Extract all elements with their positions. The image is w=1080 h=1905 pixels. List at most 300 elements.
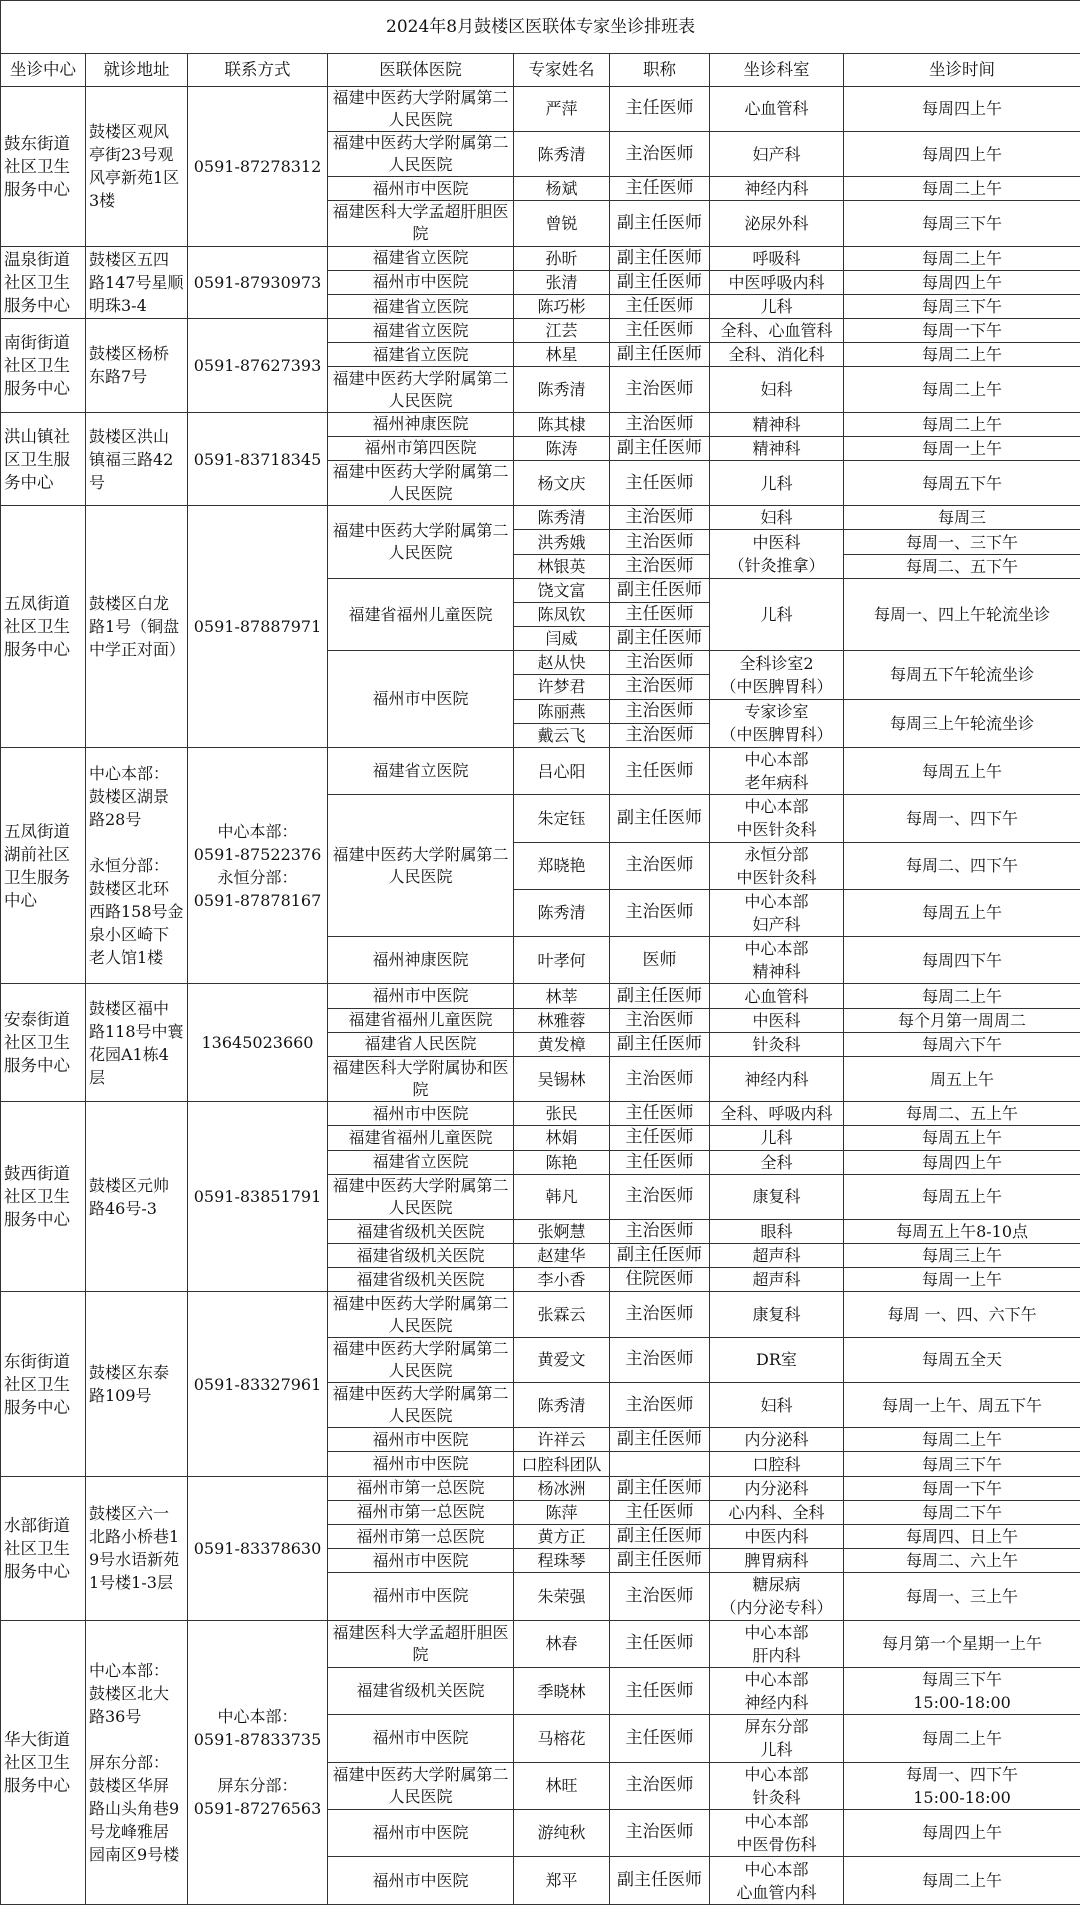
- hospital-cell: 福建医科大学孟超肝胆医院: [328, 201, 514, 246]
- expert-name-cell: 孙昕: [514, 246, 610, 270]
- department-cell: 糖尿病 （内分泌专科）: [710, 1573, 844, 1620]
- phone-cell: 中心本部： 0591-87833735 屏东分部： 0591-87276563: [188, 1620, 328, 1904]
- clinic-time-cell: 每周五上午: [844, 889, 1080, 936]
- department-cell: 儿科: [710, 461, 844, 506]
- department-cell: 内分泌科: [710, 1428, 844, 1452]
- department-cell: 心内科、全科: [710, 1500, 844, 1524]
- job-title-cell: 主治医师: [610, 1762, 710, 1809]
- header-department: 坐诊科室: [710, 54, 844, 86]
- clinic-time-cell: 每周一下午: [844, 319, 1080, 343]
- hospital-cell: 福州市中医院: [328, 1857, 514, 1905]
- job-title-cell: 主治医师: [610, 1008, 710, 1032]
- hospital-cell: 福建省立医院: [328, 343, 514, 367]
- address-cell: 鼓楼区东泰路109号: [86, 1292, 188, 1476]
- clinic-time-cell: 每周一、四下午: [844, 795, 1080, 842]
- clinic-time-cell: 每月第一个星期一上午: [844, 1620, 1080, 1667]
- job-title-cell: 副主任医师: [610, 984, 710, 1008]
- address-cell: 中心本部：鼓楼区北大路36号 屏东分部：鼓楼区华屏路山头角巷9号龙峰雅居园南区9号楼: [86, 1620, 188, 1904]
- hospital-cell: 福州市第一总医院: [328, 1476, 514, 1500]
- hospital-cell: 福建中医药大学附属第二人民医院: [328, 131, 514, 176]
- department-cell: 全科、呼吸内科: [710, 1102, 844, 1126]
- expert-name-cell: 林莘: [514, 984, 610, 1008]
- department-cell: 专家诊室 （中医脾胃科）: [710, 699, 844, 747]
- expert-name-cell: 陈涛: [514, 436, 610, 460]
- expert-name-cell: 严萍: [514, 86, 610, 131]
- clinic-time-cell: 每周三: [844, 506, 1080, 530]
- job-title-cell: 副主任医师: [610, 1244, 710, 1268]
- hospital-cell: 福建中医药大学附属第二人民医院: [328, 1174, 514, 1219]
- clinic-time-cell: 每周五上午: [844, 747, 1080, 794]
- center-name-cell: 华大街道 社区卫生 服务中心: [1, 1620, 86, 1904]
- table-row: [1, 506, 1080, 530]
- job-title-cell: 主治医师: [610, 412, 710, 436]
- clinic-time-cell: 每周三上午: [844, 1244, 1080, 1268]
- clinic-time-cell: 每周二上午: [844, 177, 1080, 201]
- job-title-cell: 主治医师: [610, 1337, 710, 1382]
- hospital-cell: 福州市中医院: [328, 1715, 514, 1762]
- job-title-cell: 主治医师: [610, 1383, 710, 1428]
- hospital-cell: 福州市中医院: [328, 1428, 514, 1452]
- department-cell: 全科诊室2 （中医脾胃科）: [710, 651, 844, 699]
- expert-name-cell: 闫威: [514, 627, 610, 651]
- job-title-cell: 主任医师: [610, 1620, 710, 1667]
- department-cell: 妇产科: [710, 131, 844, 176]
- table-row: [1, 1620, 1080, 1667]
- hospital-cell: 福州市中医院: [328, 1452, 514, 1476]
- clinic-time-cell: 每周五上午8-10点: [844, 1219, 1080, 1243]
- clinic-time-cell: 每周一、四上午轮流坐诊: [844, 578, 1080, 650]
- expert-name-cell: 江芸: [514, 319, 610, 343]
- expert-name-cell: 张霖云: [514, 1292, 610, 1337]
- hospital-cell: 福州市中医院: [328, 270, 514, 294]
- expert-name-cell: 洪秀娥: [514, 530, 610, 554]
- expert-name-cell: 黄爱文: [514, 1337, 610, 1382]
- phone-cell: 中心本部： 0591-87522376 永恒分部： 0591-87878167: [188, 747, 328, 984]
- department-cell: 呼吸科: [710, 246, 844, 270]
- job-title-cell: 主任医师: [610, 747, 710, 794]
- expert-name-cell: 马榕花: [514, 1715, 610, 1762]
- job-title-cell: 主治医师: [610, 1056, 710, 1101]
- address-cell: 鼓楼区福中路118号中寰花园A1栋4层: [86, 984, 188, 1102]
- department-cell: 儿科: [710, 1126, 844, 1150]
- department-cell: 康复科: [710, 1174, 844, 1219]
- clinic-time-cell: 每周一上午、周五下午: [844, 1383, 1080, 1428]
- expert-name-cell: 程珠琴: [514, 1549, 610, 1573]
- expert-name-cell: 叶孝何: [514, 937, 610, 984]
- hospital-cell: 福州市中医院: [328, 651, 514, 748]
- department-cell: 中心本部 精神科: [710, 937, 844, 984]
- hospital-cell: 福州市中医院: [328, 1573, 514, 1620]
- expert-name-cell: 杨冰洲: [514, 1476, 610, 1500]
- hospital-cell: 福州市中医院: [328, 984, 514, 1008]
- header-row: [1, 54, 1080, 86]
- job-title-cell: 主治医师: [610, 131, 710, 176]
- expert-name-cell: 陈秀清: [514, 131, 610, 176]
- job-title-cell: 副主任医师: [610, 270, 710, 294]
- department-cell: 妇科: [710, 367, 844, 412]
- hospital-cell: 福建中医药大学附属第二人民医院: [328, 1337, 514, 1382]
- department-cell: 精神科: [710, 412, 844, 436]
- hospital-cell: 福州神康医院: [328, 412, 514, 436]
- phone-cell: 0591-83327961: [188, 1292, 328, 1476]
- department-cell: 全科、心血管科: [710, 319, 844, 343]
- expert-name-cell: 杨斌: [514, 177, 610, 201]
- job-title-cell: 主任医师: [610, 1500, 710, 1524]
- clinic-time-cell: 每周四下午: [844, 937, 1080, 984]
- clinic-time-cell: 每周二、六上午: [844, 1549, 1080, 1573]
- center-name-cell: 南街街道 社区卫生 服务中心: [1, 319, 86, 413]
- job-title-cell: 主治医师: [610, 675, 710, 699]
- clinic-time-cell: 每周五上午: [844, 1174, 1080, 1219]
- job-title-cell: 主治医师: [610, 367, 710, 412]
- header-center: 坐诊中心: [1, 54, 86, 86]
- job-title-cell: 主治医师: [610, 889, 710, 936]
- center-name-cell: 安泰街道 社区卫生 服务中心: [1, 984, 86, 1102]
- expert-name-cell: 许祥云: [514, 1428, 610, 1452]
- hospital-cell: 福建中医药大学附属第二人民医院: [328, 1383, 514, 1428]
- center-name-cell: 鼓西街道 社区卫生 服务中心: [1, 1102, 86, 1292]
- hospital-cell: 福建医科大学附属协和医院: [328, 1056, 514, 1101]
- expert-name-cell: 戴云飞: [514, 723, 610, 747]
- hospital-cell: 福建中医药大学附属第二人民医院: [328, 1762, 514, 1809]
- job-title-cell: 主任医师: [610, 86, 710, 131]
- expert-name-cell: 陈艳: [514, 1150, 610, 1174]
- job-title-cell: 副主任医师: [610, 1032, 710, 1056]
- job-title-cell: 医师: [610, 937, 710, 984]
- expert-name-cell: 李小香: [514, 1268, 610, 1292]
- center-name-cell: 温泉街道 社区卫生 服务中心: [1, 246, 86, 318]
- job-title-cell: 主治医师: [610, 723, 710, 747]
- table-title: 2024年8月鼓楼区医联体专家坐诊排班表: [1, 1, 1080, 54]
- department-cell: 脾胃病科: [710, 1549, 844, 1573]
- job-title-cell: 主任医师: [610, 461, 710, 506]
- center-name-cell: 五凤街道 社区卫生 服务中心: [1, 506, 86, 748]
- clinic-time-cell: 每周三下午: [844, 1452, 1080, 1476]
- job-title-cell: 主治医师: [610, 699, 710, 723]
- phone-cell: 13645023660: [188, 984, 328, 1102]
- department-cell: 中心本部 妇产科: [710, 889, 844, 936]
- address-cell: 鼓楼区洪山镇福三路42号: [86, 412, 188, 506]
- phone-cell: 0591-87278312: [188, 86, 328, 246]
- hospital-cell: 福建省福州儿童医院: [328, 1008, 514, 1032]
- address-cell: 鼓楼区元帅路46号-3: [86, 1102, 188, 1292]
- job-title-cell: 主治医师: [610, 1292, 710, 1337]
- department-cell: 妇科: [710, 506, 844, 530]
- department-cell: 神经内科: [710, 1056, 844, 1101]
- job-title-cell: [610, 1452, 710, 1476]
- phone-cell: 0591-87887971: [188, 506, 328, 748]
- job-title-cell: 副主任医师: [610, 578, 710, 602]
- clinic-time-cell: 每周四上午: [844, 1809, 1080, 1856]
- department-cell: 针灸科: [710, 1032, 844, 1056]
- job-title-cell: 副主任医师: [610, 1549, 710, 1573]
- clinic-time-cell: 每周三下午 15:00-18:00: [844, 1667, 1080, 1714]
- clinic-time-cell: 每周四上午: [844, 131, 1080, 176]
- clinic-time-cell: 每周三下午: [844, 294, 1080, 318]
- department-cell: 屏东分部 儿科: [710, 1715, 844, 1762]
- expert-name-cell: 黄发樟: [514, 1032, 610, 1056]
- hospital-cell: 福建省级机关医院: [328, 1219, 514, 1243]
- job-title-cell: 主任医师: [610, 319, 710, 343]
- hospital-cell: 福建中医药大学附属第二人民医院: [328, 795, 514, 937]
- job-title-cell: 副主任医师: [610, 795, 710, 842]
- hospital-cell: 福建省福州儿童医院: [328, 578, 514, 650]
- expert-name-cell: 陈秀清: [514, 367, 610, 412]
- clinic-time-cell: 每周一下午: [844, 1476, 1080, 1500]
- table-row: [1, 984, 1080, 1008]
- address-cell: 鼓楼区五四路147号星顺明珠3-4: [86, 246, 188, 318]
- table-row: [1, 1292, 1080, 1337]
- hospital-cell: 福州市中医院: [328, 1549, 514, 1573]
- clinic-time-cell: 每周六下午: [844, 1032, 1080, 1056]
- hospital-cell: 福建省立医院: [328, 1150, 514, 1174]
- expert-name-cell: 朱定钰: [514, 795, 610, 842]
- clinic-time-cell: 每周二上午: [844, 246, 1080, 270]
- job-title-cell: 副主任医师: [610, 246, 710, 270]
- department-cell: 康复科: [710, 1292, 844, 1337]
- title-row: [1, 1, 1080, 54]
- job-title-cell: 副主任医师: [610, 343, 710, 367]
- expert-name-cell: 口腔科团队: [514, 1452, 610, 1476]
- clinic-time-cell: 每周三下午: [844, 201, 1080, 246]
- table-row: [1, 412, 1080, 436]
- department-cell: 心血管科: [710, 86, 844, 131]
- clinic-time-cell: 每周二、五上午: [844, 1102, 1080, 1126]
- department-cell: 全科、消化科: [710, 343, 844, 367]
- hospital-cell: 福州市第四医院: [328, 436, 514, 460]
- job-title-cell: 主治医师: [610, 1573, 710, 1620]
- clinic-time-cell: 每周四、日上午: [844, 1524, 1080, 1548]
- department-cell: 中心本部 心血管内科: [710, 1857, 844, 1905]
- hospital-cell: 福建省立医院: [328, 246, 514, 270]
- expert-name-cell: 韩凡: [514, 1174, 610, 1219]
- clinic-time-cell: 每周四上午: [844, 1150, 1080, 1174]
- table-row: [1, 319, 1080, 343]
- department-cell: 精神科: [710, 436, 844, 460]
- expert-name-cell: 杨文庆: [514, 461, 610, 506]
- expert-name-cell: 郑平: [514, 1857, 610, 1905]
- phone-cell: 0591-83718345: [188, 412, 328, 506]
- hospital-cell: 福建省福州儿童医院: [328, 1126, 514, 1150]
- clinic-time-cell: 每周二、五下午: [844, 554, 1080, 578]
- hospital-cell: 福州市第一总医院: [328, 1524, 514, 1548]
- expert-name-cell: 陈秀清: [514, 889, 610, 936]
- clinic-time-cell: 每周二上午: [844, 1428, 1080, 1452]
- department-cell: 超声科: [710, 1268, 844, 1292]
- clinic-time-cell: 每周一上午: [844, 1268, 1080, 1292]
- clinic-time-cell: 每周二上午: [844, 343, 1080, 367]
- hospital-cell: 福州市中医院: [328, 1102, 514, 1126]
- expert-name-cell: 许梦君: [514, 675, 610, 699]
- expert-name-cell: 朱荣强: [514, 1573, 610, 1620]
- hospital-cell: 福建中医药大学附属第二人民医院: [328, 367, 514, 412]
- clinic-time-cell: 每周五上午: [844, 1126, 1080, 1150]
- job-title-cell: 主治医师: [610, 1809, 710, 1856]
- table-row: [1, 1476, 1080, 1500]
- expert-name-cell: 林雅蓉: [514, 1008, 610, 1032]
- clinic-time-cell: 每周一上午: [844, 436, 1080, 460]
- department-cell: 中医内科: [710, 1524, 844, 1548]
- clinic-time-cell: 每周四上午: [844, 270, 1080, 294]
- job-title-cell: 副主任医师: [610, 1524, 710, 1548]
- department-cell: 口腔科: [710, 1452, 844, 1476]
- hospital-cell: 福建省级机关医院: [328, 1244, 514, 1268]
- job-title-cell: 副主任医师: [610, 1857, 710, 1905]
- expert-name-cell: 陈萍: [514, 1500, 610, 1524]
- clinic-time-cell: 每周一、四下午 15:00-18:00: [844, 1762, 1080, 1809]
- expert-name-cell: 饶文富: [514, 578, 610, 602]
- department-cell: 永恒分部 中医针灸科: [710, 842, 844, 889]
- phone-cell: 0591-83378630: [188, 1476, 328, 1620]
- department-cell: 泌尿外科: [710, 201, 844, 246]
- department-cell: 全科: [710, 1150, 844, 1174]
- hospital-cell: 福建省人民医院: [328, 1032, 514, 1056]
- center-name-cell: 鼓东街道 社区卫生 服务中心: [1, 86, 86, 246]
- clinic-time-cell: 每个月第一周周二: [844, 1008, 1080, 1032]
- phone-cell: 0591-87627393: [188, 319, 328, 413]
- job-title-cell: 主任医师: [610, 602, 710, 626]
- department-cell: 中医科: [710, 1008, 844, 1032]
- expert-name-cell: 吕心阳: [514, 747, 610, 794]
- expert-name-cell: 林春: [514, 1620, 610, 1667]
- clinic-time-cell: 每周五下午轮流坐诊: [844, 651, 1080, 699]
- job-title-cell: 副主任医师: [610, 201, 710, 246]
- expert-name-cell: 林旺: [514, 1762, 610, 1809]
- hospital-cell: 福建中医药大学附属第二人民医院: [328, 86, 514, 131]
- address-cell: 鼓楼区杨桥东路7号: [86, 319, 188, 413]
- table-row: [1, 1102, 1080, 1126]
- clinic-time-cell: 每周二上午: [844, 367, 1080, 412]
- expert-name-cell: 张婀慧: [514, 1219, 610, 1243]
- clinic-time-cell: 每周二上午: [844, 984, 1080, 1008]
- department-cell: 超声科: [710, 1244, 844, 1268]
- header-expert: 专家姓名: [514, 54, 610, 86]
- header-title: 职称: [610, 54, 710, 86]
- hospital-cell: 福州市中医院: [328, 177, 514, 201]
- job-title-cell: 住院医师: [610, 1268, 710, 1292]
- department-cell: 中心本部 中医骨伤科: [710, 1809, 844, 1856]
- expert-name-cell: 赵建华: [514, 1244, 610, 1268]
- expert-name-cell: 陈秀清: [514, 1383, 610, 1428]
- department-cell: 眼科: [710, 1219, 844, 1243]
- hospital-cell: 福建省立医院: [328, 319, 514, 343]
- expert-name-cell: 陈丽燕: [514, 699, 610, 723]
- clinic-time-cell: 每周二上午: [844, 1715, 1080, 1762]
- department-cell: 儿科: [710, 578, 844, 650]
- job-title-cell: 主治医师: [610, 651, 710, 675]
- expert-name-cell: 赵从快: [514, 651, 610, 675]
- clinic-time-cell: 每周三上午轮流坐诊: [844, 699, 1080, 747]
- department-cell: DR室: [710, 1337, 844, 1382]
- department-cell: 神经内科: [710, 177, 844, 201]
- header-time: 坐诊时间: [844, 54, 1080, 86]
- expert-name-cell: 季晓林: [514, 1667, 610, 1714]
- job-title-cell: 主任医师: [610, 1667, 710, 1714]
- job-title-cell: 主任医师: [610, 1715, 710, 1762]
- address-cell: 鼓楼区观风亭街23号观风亭新苑1区3楼: [86, 86, 188, 246]
- expert-name-cell: 游纯秋: [514, 1809, 610, 1856]
- clinic-time-cell: 每周二下午: [844, 1500, 1080, 1524]
- clinic-time-cell: 每周二上午: [844, 1857, 1080, 1905]
- hospital-cell: 福建省立医院: [328, 294, 514, 318]
- expert-name-cell: 曾锐: [514, 201, 610, 246]
- expert-name-cell: 黄方正: [514, 1524, 610, 1548]
- job-title-cell: 主任医师: [610, 294, 710, 318]
- expert-name-cell: 陈秀清: [514, 506, 610, 530]
- center-name-cell: 五凤街道 湖前社区 卫生服务 中心: [1, 747, 86, 984]
- address-cell: 中心本部：鼓楼区湖景路28号 永恒分部：鼓楼区北环西路158号金泉小区崎下老人馆1楼: [86, 747, 188, 984]
- phone-cell: 0591-83851791: [188, 1102, 328, 1292]
- job-title-cell: 主任医师: [610, 1126, 710, 1150]
- expert-name-cell: 吴锡林: [514, 1056, 610, 1101]
- job-title-cell: 副主任医师: [610, 1476, 710, 1500]
- department-cell: 妇科: [710, 1383, 844, 1428]
- expert-name-cell: 陈凤钦: [514, 602, 610, 626]
- job-title-cell: 主治医师: [610, 506, 710, 530]
- hospital-cell: 福建省级机关医院: [328, 1268, 514, 1292]
- hospital-cell: 福建中医药大学附属第二人民医院: [328, 461, 514, 506]
- hospital-cell: 福州市第一总医院: [328, 1500, 514, 1524]
- hospital-cell: 福建医科大学孟超肝胆医院: [328, 1620, 514, 1667]
- hospital-cell: 福建中医药大学附属第二人民医院: [328, 1292, 514, 1337]
- department-cell: 中心本部 神经内科: [710, 1667, 844, 1714]
- department-cell: 内分泌科: [710, 1476, 844, 1500]
- table-row: [1, 86, 1080, 131]
- header-address: 就诊地址: [86, 54, 188, 86]
- department-cell: 中心本部 老年病科: [710, 747, 844, 794]
- job-title-cell: 副主任医师: [610, 436, 710, 460]
- hospital-cell: 福建中医药大学附属第二人民医院: [328, 506, 514, 578]
- expert-name-cell: 陈其棣: [514, 412, 610, 436]
- department-cell: 中医科 （针灸推拿）: [710, 530, 844, 578]
- center-name-cell: 水部街道 社区卫生 服务中心: [1, 1476, 86, 1620]
- header-phone: 联系方式: [188, 54, 328, 86]
- clinic-time-cell: 每周一、三下午: [844, 530, 1080, 554]
- expert-name-cell: 林娟: [514, 1126, 610, 1150]
- expert-name-cell: 林银英: [514, 554, 610, 578]
- job-title-cell: 副主任医师: [610, 1428, 710, 1452]
- job-title-cell: 主任医师: [610, 177, 710, 201]
- job-title-cell: 主任医师: [610, 1102, 710, 1126]
- hospital-cell: 福建省立医院: [328, 747, 514, 794]
- table-row: [1, 747, 1080, 794]
- address-cell: 鼓楼区六一北路小桥巷19号水语新苑1号楼1-3层: [86, 1476, 188, 1620]
- center-name-cell: 东街街道 社区卫生 服务中心: [1, 1292, 86, 1476]
- expert-name-cell: 林星: [514, 343, 610, 367]
- expert-name-cell: 陈巧彬: [514, 294, 610, 318]
- address-cell: 鼓楼区白龙路1号（铜盘中学正对面）: [86, 506, 188, 748]
- clinic-time-cell: 每周五全天: [844, 1337, 1080, 1382]
- department-cell: 中心本部 中医针灸科: [710, 795, 844, 842]
- job-title-cell: 主治医师: [610, 842, 710, 889]
- header-hospital: 医联体医院: [328, 54, 514, 86]
- center-name-cell: 洪山镇社 区卫生服 务中心: [1, 412, 86, 506]
- table-row: [1, 246, 1080, 270]
- clinic-time-cell: 每周一、三上午: [844, 1573, 1080, 1620]
- clinic-time-cell: 每周五下午: [844, 461, 1080, 506]
- expert-name-cell: 张清: [514, 270, 610, 294]
- job-title-cell: 主治医师: [610, 1219, 710, 1243]
- department-cell: 中心本部 肝内科: [710, 1620, 844, 1667]
- clinic-time-cell: 每周二、四下午: [844, 842, 1080, 889]
- expert-name-cell: 张民: [514, 1102, 610, 1126]
- job-title-cell: 副主任医师: [610, 627, 710, 651]
- clinic-time-cell: 周五上午: [844, 1056, 1080, 1101]
- expert-name-cell: 郑晓艳: [514, 842, 610, 889]
- job-title-cell: 主任医师: [610, 1150, 710, 1174]
- clinic-time-cell: 每周四上午: [844, 86, 1080, 131]
- department-cell: 中心本部 针灸科: [710, 1762, 844, 1809]
